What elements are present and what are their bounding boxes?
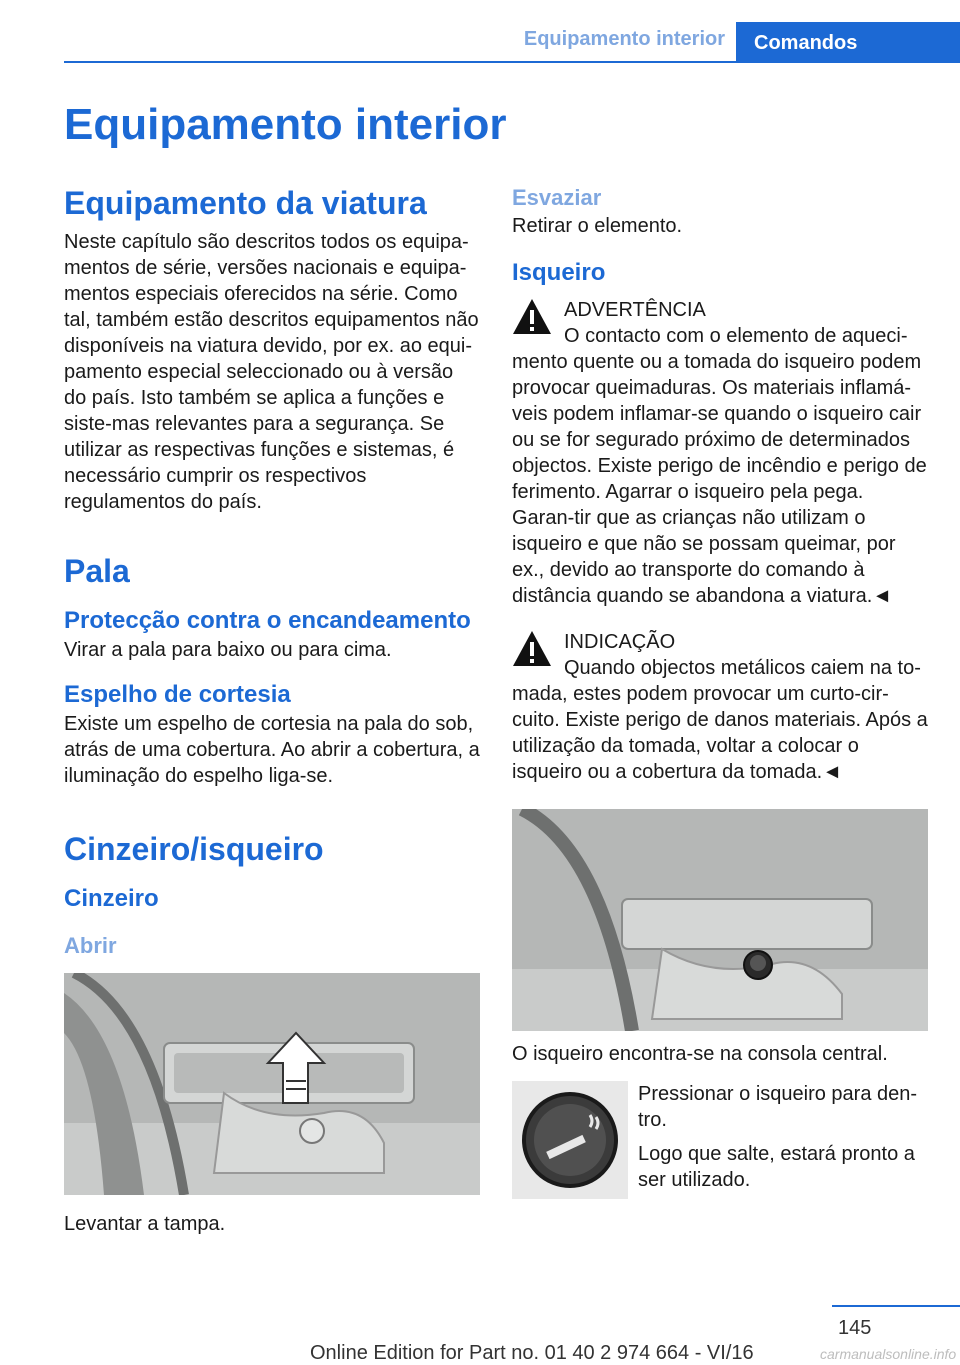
- subsection-title-proteccao: Protecção contra o encandeamento: [64, 607, 471, 634]
- header-rule: [64, 61, 960, 63]
- notice-triangle-icon: [512, 629, 552, 669]
- header-section-title: Equipamento interior: [523, 28, 725, 50]
- ashtray-caption: Levantar a tampa.: [64, 1213, 226, 1235]
- lighter-instructions: [638, 1081, 928, 1193]
- step-body-esvaziar: Retirar o elemento.: [512, 215, 683, 237]
- step-title-esvaziar: Esvaziar: [512, 185, 602, 210]
- step-title-abrir: Abrir: [64, 933, 117, 958]
- section-title-cinzeiro-isqueiro: Cinzeiro/isqueiro: [64, 831, 324, 867]
- lighter-photo: [512, 809, 928, 1031]
- subsection-body-espelho: Existe um espelho de cortesia na pala do sob, atrás de uma cobertura. Ao abrir a cobertura, a iluminação do espelho liga-se.: [64, 713, 480, 787]
- footer-rule: [832, 1305, 960, 1307]
- section-body-equipamento-viatura: Neste capítulo são descritos todos os equipa-mentos de série, versões nacionais e equipa-mentos especiais oferecidos na série. Como tal, também estão descritos equipamentos não disponíveis na viatura devido, por ex. ao equi-pamento especial seleccionado ou à versão do país. Isto também se aplica a funções e siste-mas relevantes para a segurança. Se utilizar as respectivas funções e sistemas, é necessário cumprir os respectivos regulamentos do país.: [64, 231, 479, 513]
- warning-block-advertencia: [512, 297, 928, 609]
- page-number: 145: [838, 1317, 872, 1339]
- watermark-text: carmanualsonline.info: [820, 1346, 957, 1362]
- warning-body-indicacao: Quando objectos metálicos caiem na to-mada, estes podem provocar um curto-cir-cuito. Existe perigo de danos materiais. Após a utilização da tomada, voltar a colocar o isqueiro ou a cobertura da tomada.◄: [512, 657, 928, 783]
- header-tab-comandos[interactable]: Comandos: [736, 22, 960, 62]
- lighter-instruction-press: Pressionar o isqueiro para den-tro.: [638, 1083, 918, 1131]
- lighter-icon-row: [512, 1081, 928, 1201]
- right-column: [512, 183, 928, 1201]
- lighter-instruction-ready: Logo que salte, estará pronto a ser utilizado.: [638, 1143, 915, 1191]
- subsection-title-isqueiro: Isqueiro: [512, 259, 606, 286]
- left-column: [64, 183, 480, 1237]
- warning-triangle-icon: [512, 297, 552, 337]
- subsection-title-espelho: Espelho de cortesia: [64, 681, 291, 708]
- lighter-button-icon: [512, 1081, 628, 1199]
- lighter-caption: O isqueiro encontra-se na consola central.: [512, 1043, 888, 1065]
- section-title-equipamento-viatura: Equipamento da viatura: [64, 185, 427, 221]
- page-title: Equipamento interior: [64, 100, 507, 149]
- warning-label-advertencia: ADVERTÊNCIA: [564, 299, 706, 321]
- subsection-body-proteccao: Virar a pala para baixo ou para cima.: [64, 639, 392, 661]
- subsection-title-cinzeiro: Cinzeiro: [64, 885, 159, 912]
- ashtray-photo: [64, 973, 480, 1195]
- section-title-pala: Pala: [64, 553, 130, 589]
- footer-edition: Online Edition for Part no. 01 40 2 974 664 - VI/16: [310, 1342, 754, 1364]
- warning-block-indicacao: [512, 629, 928, 785]
- warning-label-indicacao: INDICAÇÃO: [564, 631, 676, 653]
- warning-body-advertencia: O contacto com o elemento de aqueci-mento quente ou a tomada do isqueiro podem provocar queimaduras. Os materiais inflamá-veis podem inflamar-se quando o isqueiro cair ou se for segurado próximo de determinados objectos. Existe perigo de incêndio e perigo de ferimento. Agarrar o isqueiro pela pega. Garan-tir que as crianças não utilizam o isqueiro e que não se possam queimar, por ex., devido ao transporte do comando à distância quando se abandona a viatura.◄: [512, 325, 927, 607]
